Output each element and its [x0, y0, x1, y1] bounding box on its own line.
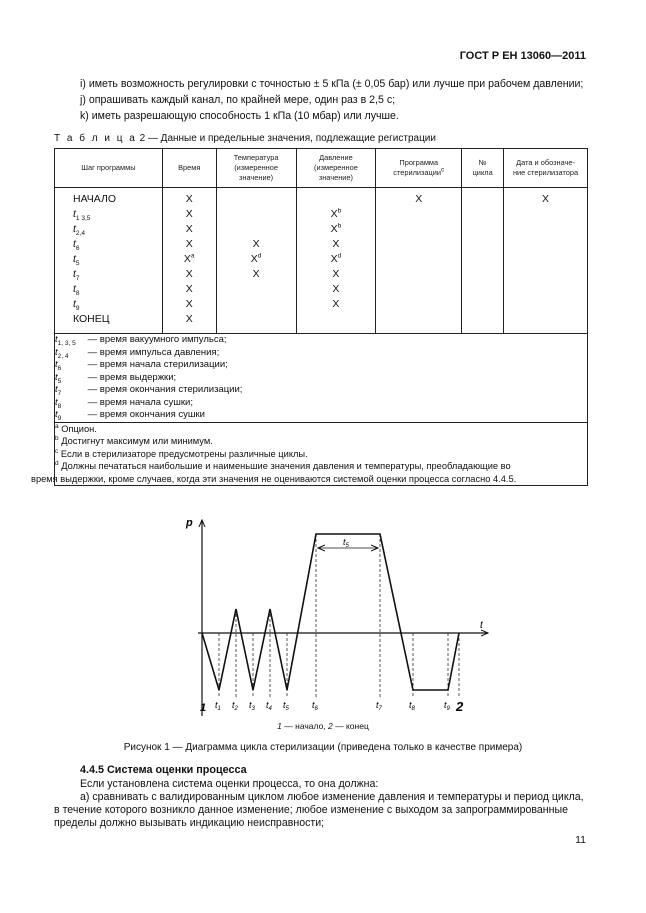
header-time: Время [162, 149, 216, 188]
section-paragraph-4: пределы должно вызывать индикацию неисправности; [54, 817, 325, 829]
note-item: $^b$ Достигнут максимум или минимум. [55, 434, 213, 446]
cell-pressure: $X^d$ [296, 252, 376, 267]
header-step: Шаг программы [55, 149, 163, 188]
legend-item: $t_8$ — время начала сушки; [55, 396, 193, 410]
table-row [55, 237, 588, 252]
table-header-row [55, 149, 588, 188]
cell-program [376, 222, 462, 237]
cell-step: КОНЕЦ [55, 312, 163, 334]
cell-cycle-number [462, 222, 504, 237]
cell-program [376, 297, 462, 312]
table-row [55, 267, 588, 282]
cell-date [504, 207, 588, 222]
cell-pressure: $X^b$ [296, 207, 376, 222]
cell-temperature: X [216, 267, 296, 282]
cell-step: $t_6$ [55, 237, 163, 252]
list-item-j: j) опрашивать каждый канал, по крайней мере, один раз в 2,5 с; [80, 94, 396, 106]
table-row [55, 252, 588, 267]
cell-program [376, 267, 462, 282]
time-label: $t_8$ [409, 700, 415, 712]
cell-date [504, 267, 588, 282]
note-item: $^a$ Опцион. [55, 422, 97, 434]
legend-item: $t_9$ — время окончания сушки [55, 409, 205, 422]
cell-program [376, 312, 462, 334]
cell-pressure: X [296, 267, 376, 282]
time-label: $t_6$ [312, 700, 318, 712]
cell-cycle-number [462, 252, 504, 267]
cycle-curve [202, 534, 459, 690]
header-cycle-number: № цикла [462, 149, 504, 188]
cell-pressure [296, 188, 376, 208]
cell-cycle-number [462, 188, 504, 208]
time-label: $t_9$ [444, 700, 450, 712]
header-temperature: Температура (измеренное значение) [216, 149, 296, 188]
cell-time: X [162, 222, 216, 237]
note-d-continuation: время выдержки, кроме случаев, когда эти значения не оцениваются системой оценки процесса согласно 4.4.5. [31, 473, 517, 484]
note-item: $^d$ Должны печататься наибольшие и наименьшие значения давления и температуры, преобладающие во [55, 459, 511, 471]
legend-item: $t_6$ — время начала стерилизации; [55, 359, 228, 372]
list-item-i: i) иметь возможность регулировки с точностью ± 5 кПа (± 0,05 бар) или лучше при рабочем давлении; [80, 78, 584, 90]
header-program: Программа стерилизацииc [376, 149, 462, 188]
cell-cycle-number [462, 297, 504, 312]
cell-time: X [162, 207, 216, 222]
figure-legend: 1 — начало, 2 — конец [277, 721, 369, 731]
legend-item: $t_5$ — время выдержки; [55, 371, 177, 385]
table-caption [54, 133, 436, 144]
table-row [55, 207, 588, 222]
cell-time: X [162, 312, 216, 334]
cell-time: X [162, 237, 216, 252]
section-title: 4.4.5 Система оценки процесса [80, 764, 247, 776]
header-pressure: Давление (измеренное значение) [296, 149, 376, 188]
t-axis-label: t [480, 620, 483, 631]
time-label: $t_5$ [283, 700, 289, 712]
table-body [55, 188, 588, 334]
cell-temperature: $X^d$ [216, 252, 296, 267]
cell-program [376, 252, 462, 267]
cell-cycle-number [462, 207, 504, 222]
cell-date [504, 297, 588, 312]
time-marker-lines [202, 534, 459, 698]
table-notes [31, 422, 588, 486]
cell-program [376, 282, 462, 297]
time-label: $t_4$ [266, 700, 272, 712]
cell-time: X [162, 267, 216, 282]
cell-temperature [216, 207, 296, 222]
cell-temperature [216, 188, 296, 208]
table-legend [55, 334, 588, 423]
t5-label: $t_5$ [343, 537, 349, 549]
cell-step: $t_{2,4}$ [55, 222, 163, 237]
cell-date [504, 252, 588, 267]
cell-step: НАЧАЛО [55, 188, 163, 208]
cell-date [504, 237, 588, 252]
cell-cycle-number [462, 237, 504, 252]
cell-date [504, 282, 588, 297]
cell-cycle-number [462, 312, 504, 334]
diagram-svg [180, 512, 500, 717]
legend-item: $t_{1, 3, 5}$ — время вакуумного импульса; [55, 334, 227, 347]
cell-date: X [504, 188, 588, 208]
table-row [55, 297, 588, 312]
cell-temperature: X [216, 237, 296, 252]
cell-time: X [162, 188, 216, 208]
cell-date [504, 312, 588, 334]
cell-time: X [162, 282, 216, 297]
figure-caption: Рисунок 1 — Диаграмма цикла стерилизации (приведена только в качестве примера) [123, 742, 523, 753]
cell-cycle-number [462, 267, 504, 282]
time-label: $t_1$ [215, 700, 221, 712]
cell-step: $t_8$ [55, 282, 163, 297]
table-caption-label: Т а б л и ц а [54, 133, 137, 144]
cell-pressure: X [296, 282, 376, 297]
cell-pressure: $X^b$ [296, 222, 376, 237]
cell-program: X [376, 188, 462, 208]
p-axis-label: p [186, 517, 193, 529]
section-paragraph-3: в течение которого возникло данное изменение; любое изменение с выходом за запрограммированные [54, 804, 568, 816]
cell-temperature [216, 222, 296, 237]
cell-cycle-number [462, 282, 504, 297]
time-labels [215, 700, 451, 712]
sterilization-cycle-diagram [180, 512, 500, 722]
start-mark: 1 [200, 702, 207, 714]
time-label: $t_2$ [232, 700, 238, 712]
cell-step: $t_{1 3,5}$ [55, 207, 163, 222]
legend-item: $t_7$ — время окончания стерилизации; [55, 384, 243, 397]
document-id-header: ГОСТ Р ЕН 13060—2011 [459, 50, 586, 62]
table-row [55, 188, 588, 208]
header-date: Дата и обозначе- ние стерилизатора [504, 149, 588, 188]
list-item-k: k) иметь разрешающую способность 1 кПа (10 мбар) или лучше. [80, 110, 399, 122]
cell-time: X [162, 297, 216, 312]
note-item: $^c$ Если в стерилизаторе предусмотрены различные циклы. [55, 447, 308, 459]
table-row [55, 282, 588, 297]
legend-item: $t_{2, 4}$ — время импульса давления; [55, 346, 220, 360]
table-caption-text: 2 — Данные и предельные значения, подлежащие регистрации [139, 133, 436, 144]
cell-step: $t_5$ [55, 252, 163, 267]
cell-pressure: X [296, 297, 376, 312]
cell-temperature [216, 282, 296, 297]
cell-pressure [296, 312, 376, 334]
section-paragraph-2: а) сравнивать с валидированным циклом любое изменение давления и температуры и период цикла, [80, 791, 584, 803]
end-mark: 2 [456, 699, 464, 714]
data-table [31, 148, 588, 486]
cell-program [376, 237, 462, 252]
cell-time: $X^a$ [162, 252, 216, 267]
table-row [55, 312, 588, 334]
cell-temperature [216, 312, 296, 334]
cell-temperature [216, 297, 296, 312]
section-paragraph-1: Если установлена система оценки процесса, то она должна: [80, 778, 379, 790]
time-label: $t_3$ [249, 700, 255, 712]
page-number: 11 [575, 834, 586, 846]
time-label: $t_7$ [376, 700, 382, 712]
cell-step: $t_7$ [55, 267, 163, 282]
cell-program [376, 207, 462, 222]
cell-step: $t_9$ [55, 297, 163, 312]
cell-pressure: X [296, 237, 376, 252]
table-row [55, 222, 588, 237]
cell-date [504, 222, 588, 237]
